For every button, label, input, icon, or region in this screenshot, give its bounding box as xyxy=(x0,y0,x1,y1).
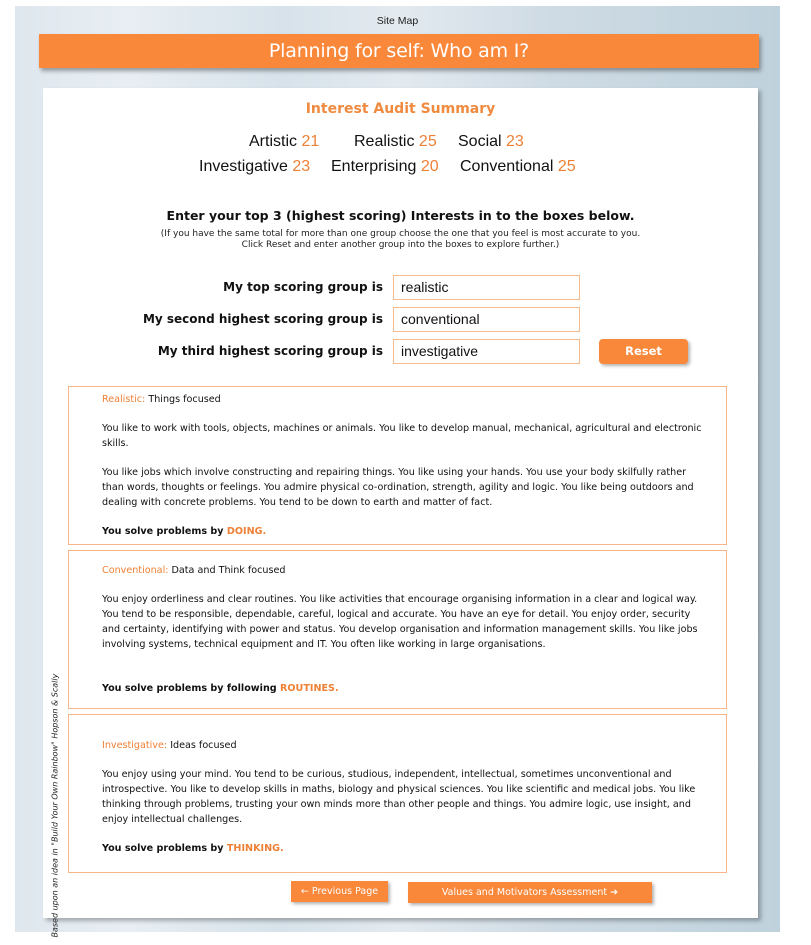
third-group-label: My third highest scoring group is xyxy=(157,344,383,358)
description-heading xyxy=(102,392,221,407)
second-group-input[interactable]: conventional xyxy=(393,307,580,332)
source-credit: Based upon an idea in "Build Your Own Rainbow" Hopson & Scally xyxy=(50,673,60,938)
solve-statement xyxy=(102,841,706,856)
score-label: Enterprising xyxy=(331,158,417,175)
instructions-heading: Enter your top 3 (highest scoring) Interests in to the boxes below. xyxy=(166,208,635,223)
top-group-label: My top scoring group is xyxy=(223,280,383,294)
score-artistic xyxy=(249,133,319,151)
score-value: 25 xyxy=(557,158,576,175)
description-heading xyxy=(102,563,285,578)
description-heading xyxy=(102,738,237,753)
category-name: Investigative: xyxy=(102,740,168,751)
category-focus: Things focused xyxy=(148,394,221,405)
solve-statement xyxy=(102,524,706,539)
description-paragraph: You like to work with tools, objects, machines or animals. You like to develop manual, mechanical, agricultural and electronic skills. xyxy=(102,423,702,449)
score-value: 20 xyxy=(420,158,439,175)
reset-button[interactable]: Reset xyxy=(599,339,688,364)
score-value: 23 xyxy=(506,133,524,150)
description-box-investigative xyxy=(68,714,727,873)
category-focus: Ideas focused xyxy=(170,740,237,751)
solve-keyword: ROUTINES. xyxy=(280,683,339,694)
score-label: Investigative xyxy=(199,158,288,175)
score-label: Social xyxy=(458,133,502,150)
score-label: Artistic xyxy=(249,133,297,150)
description-paragraph: You like jobs which involve constructing and repairing things. You like using your hands. You use your body skilfully rather than words, thoughts or feelings. You admire physical co-ordination, strength, agility and logic. You like being outdoors and dealing with concrete problems. You tend to be down to earth and matter of fact. xyxy=(102,467,694,508)
values-motivators-button[interactable]: Values and Motivators Assessment ➔ xyxy=(408,882,652,903)
second-group-label: My second highest scoring group is xyxy=(142,312,383,326)
top-group-input[interactable]: realistic xyxy=(393,275,580,300)
score-investigative xyxy=(199,158,310,176)
description-paragraph: You enjoy orderliness and clear routines. You like activities that encourage organising information in a clear and logical way. You tend to be responsible, dependable, careful, logical and accurate. You have an eye for detail. You enjoy order, security and certainty, identifying with power and status. You develop organisation and information management skills. You like jobs involving systems, technical equipment and IT. You often like working in large organisations. xyxy=(102,594,698,650)
solve-prefix: You solve problems by xyxy=(102,526,227,537)
score-value: 23 xyxy=(292,158,311,175)
category-name: Realistic: xyxy=(102,394,146,405)
score-label: Conventional xyxy=(460,158,554,175)
score-conventional xyxy=(460,158,576,176)
solve-statement xyxy=(102,681,706,696)
content-card xyxy=(43,88,758,938)
instructions-note-line: (If you have the same total for more than one group choose the one that you feel is most accurate to you. xyxy=(160,229,641,239)
solve-prefix: You solve problems by xyxy=(102,843,227,854)
instructions-note-line: Click Reset and enter another group into the boxes to explore further.) xyxy=(241,240,560,250)
score-value: 25 xyxy=(418,133,437,150)
score-enterprising xyxy=(331,158,439,176)
summary-title: Interest Audit Summary xyxy=(305,101,496,117)
description-paragraph: You enjoy using your mind. You tend to be curious, studious, independent, intellectual, sometimes unconventional and introspective. You like to develop skills in maths, biology and physical sciences. You like scientific and medical jobs. You like thinking through problems, trusting your own minds more than other people and things. You admire logic, use insight, and enjoy intellectual challenges. xyxy=(102,769,696,825)
third-group-input[interactable]: investigative xyxy=(393,339,580,364)
score-label: Realistic xyxy=(354,133,415,150)
solve-keyword: DOING. xyxy=(226,526,267,537)
site-map-link[interactable]: Site Map xyxy=(376,15,419,27)
description-box-realistic xyxy=(68,386,727,545)
solve-keyword: THINKING. xyxy=(226,843,284,854)
page-title: Planning for self: Who am I? xyxy=(39,34,759,68)
solve-prefix: You solve problems by following xyxy=(102,683,280,694)
instructions-note xyxy=(43,229,758,251)
score-social xyxy=(458,133,524,151)
previous-page-button[interactable]: ← Previous Page xyxy=(291,881,388,902)
category-name: Conventional: xyxy=(102,565,169,576)
category-focus: Data and Think focused xyxy=(171,565,286,576)
score-value: 21 xyxy=(301,133,320,150)
score-realistic xyxy=(354,133,437,151)
description-box-conventional xyxy=(68,550,727,709)
